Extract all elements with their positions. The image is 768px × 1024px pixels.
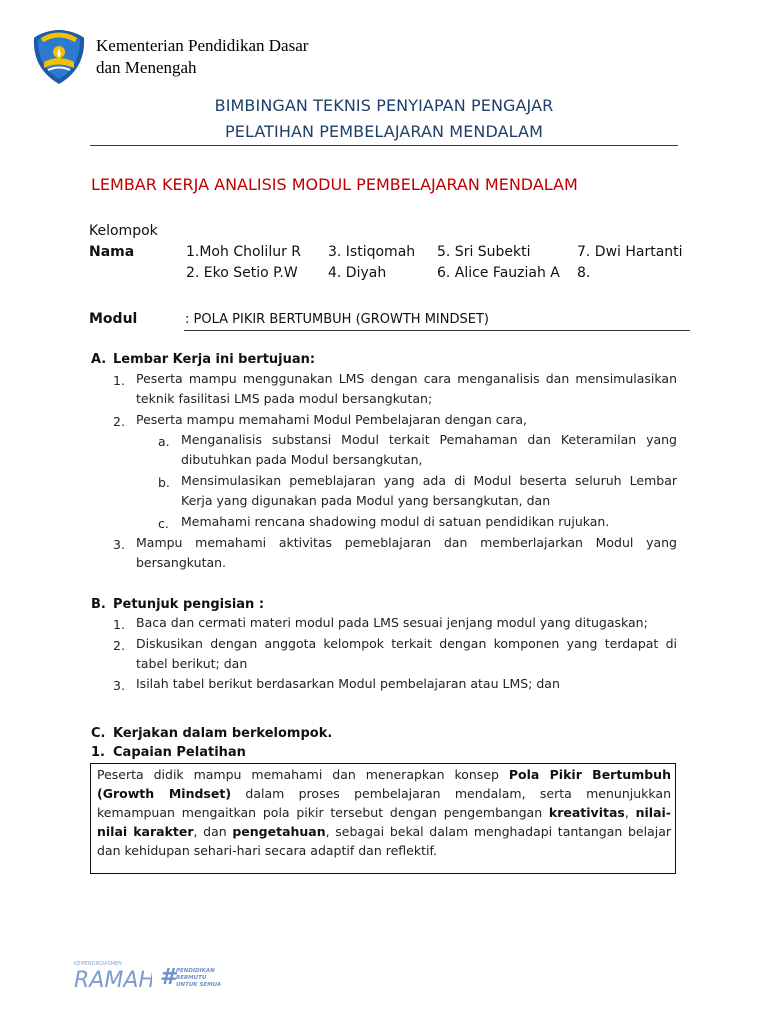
ministry-logo — [30, 28, 88, 86]
capaian-text-bold-pengetahuan: pengetahuan — [232, 824, 326, 839]
b-item-1-text: Baca dan cermati materi modul pada LMS sesuai jenjang modul yang ditugaskan; — [136, 615, 648, 630]
capaian-text-bold-growth-mindset: Pola Pikir Bertumbuh (Growth Mindset) — [97, 767, 671, 801]
section-a-marker: A. — [91, 352, 107, 367]
member-5: 5. Sri Subekti — [437, 244, 531, 260]
tut-wuri-handayani-emblem — [30, 28, 88, 86]
ramah-logo-text: RAMAH — [74, 968, 152, 992]
ministry-name-line2: dan Menengah — [96, 58, 197, 77]
capaian-text-part1: Peserta didik mampu memahami dan menerapkan konsep — [97, 767, 509, 782]
b-item-3-number: 3. — [113, 678, 125, 693]
b-item-3-text: Isilah tabel berikut berdasarkan Modul pembelajaran atau LMS; dan — [136, 676, 560, 691]
member-1: 1.Moh Cholilur R — [186, 244, 302, 260]
a-subitem-b-number: b. — [158, 475, 170, 490]
worksheet-title: LEMBAR KERJA ANALISIS MODUL PEMBELAJARAN MENDALAM — [91, 175, 578, 194]
member-4: 4. Diyah — [328, 265, 387, 281]
capaian-text-bold-kreativitas: kreativitas — [548, 805, 625, 820]
b-item-2-text: Diskusikan dengan anggota kelompok terkait dengan komponen yang terdapat di tabel berikut; dan — [136, 636, 677, 671]
capaian-text-part4: , dan — [193, 824, 233, 839]
tagline-line2: BERMUTU — [176, 975, 207, 981]
capaian-text-part3: , — [624, 805, 636, 820]
modul-label: Modul — [89, 311, 138, 327]
a-subitem-b-text: Mensimulasikan pemeblajaran yang ada di Modul beserta seluruh Lembar Kerja yang digunakan pada Modul yang bersangkutan, dan — [181, 473, 677, 508]
ministry-name-line1: Kementerian Pendidikan Dasar — [96, 36, 309, 55]
a-item-1-text: Peserta mampu menggunakan LMS dengan cara menganalisis dan mensimulasikan teknik fasilitasi LMS pada modul bersangkutan; — [136, 371, 677, 406]
document-title-line2: PELATIHAN PEMBELAJARAN MENDALAM — [225, 122, 543, 141]
c-sub-number: 1. — [91, 745, 105, 760]
section-a-title: Lembar Kerja ini bertujuan: — [113, 352, 316, 367]
tagline-line3: UNTUK SEMUA — [176, 982, 222, 988]
a-subitem-c-text: Memahami rencana shadowing modul di satuan pendidikan rujukan. — [181, 514, 610, 529]
kelompok-label: Kelompok — [89, 223, 158, 239]
ramah-logo — [72, 958, 152, 992]
a-subitem-a-text: Menganalisis substansi Modul terkait Pemahaman dan Keteramilan yang dibutuhkan pada Modul bersangkutan, — [181, 432, 677, 467]
member-6: 6. Alice Fauziah A — [437, 265, 560, 281]
section-b-marker: B. — [91, 597, 106, 612]
ramah-logo-small-text: KEMENDIKDASMEN — [74, 961, 122, 967]
capaian-text-part5: , sebagai bekal dalam menghadapi tantangan belajar dan kehidupan sehari-hari secara adaptif dan reflektif. — [97, 824, 671, 858]
modul-value: : POLA PIKIR BERTUMBUH (GROWTH MINDSET) — [185, 312, 489, 327]
b-item-2-number: 2. — [113, 638, 125, 653]
capaian-pelatihan-heading: Capaian Pelatihan — [113, 745, 246, 760]
document-title-line1: BIMBINGAN TEKNIS PENYIAPAN PENGAJAR — [214, 96, 554, 115]
section-c-title: Kerjakan dalam berkelompok. — [113, 726, 333, 741]
a-subitem-c-number: c. — [158, 516, 169, 531]
a-item-3-text: Mampu memahami aktivitas pemeblajaran dan memberlajarkan Modul yang bersangkutan. — [136, 535, 677, 570]
modul-underline — [184, 330, 690, 331]
tagline-line1: PENDIDIKAN — [176, 968, 215, 974]
capaian-text-bold-nilai-karakter: nilai-nilai karakter — [97, 805, 671, 839]
section-c-marker: C. — [91, 726, 106, 741]
member-8: 8. — [577, 265, 591, 281]
a-item-2-text: Peserta mampu memahami Modul Pembelajaran dengan cara, — [136, 412, 528, 427]
capaian-pelatihan-text — [97, 765, 671, 860]
header-divider — [90, 145, 678, 146]
nama-label: Nama — [89, 244, 135, 260]
section-b-title: Petunjuk pengisian : — [113, 597, 265, 612]
ramah-logo-graphic — [72, 958, 152, 992]
member-3: 3. Istiqomah — [328, 244, 416, 260]
a-subitem-a-number: a. — [158, 434, 170, 449]
member-7: 7. Dwi Hartanti — [577, 244, 683, 260]
capaian-text-part2: dalam proses pembelajaran mendalam, serta menunjukkan kemampuan mengaitkan pola pikir tersebut dengan pengembangan — [97, 786, 671, 820]
member-2: 2. Eko Setio P.W — [186, 265, 298, 281]
a-item-1-number: 1. — [113, 373, 125, 388]
pendidikan-bermutu-tagline — [160, 962, 226, 990]
a-item-3-number: 3. — [113, 537, 125, 552]
hashtag-icon: # — [160, 965, 179, 990]
a-item-2-number: 2. — [113, 414, 125, 429]
ministry-name — [96, 35, 308, 79]
b-item-1-number: 1. — [113, 617, 125, 632]
hashtag-tagline-graphic — [160, 962, 226, 990]
